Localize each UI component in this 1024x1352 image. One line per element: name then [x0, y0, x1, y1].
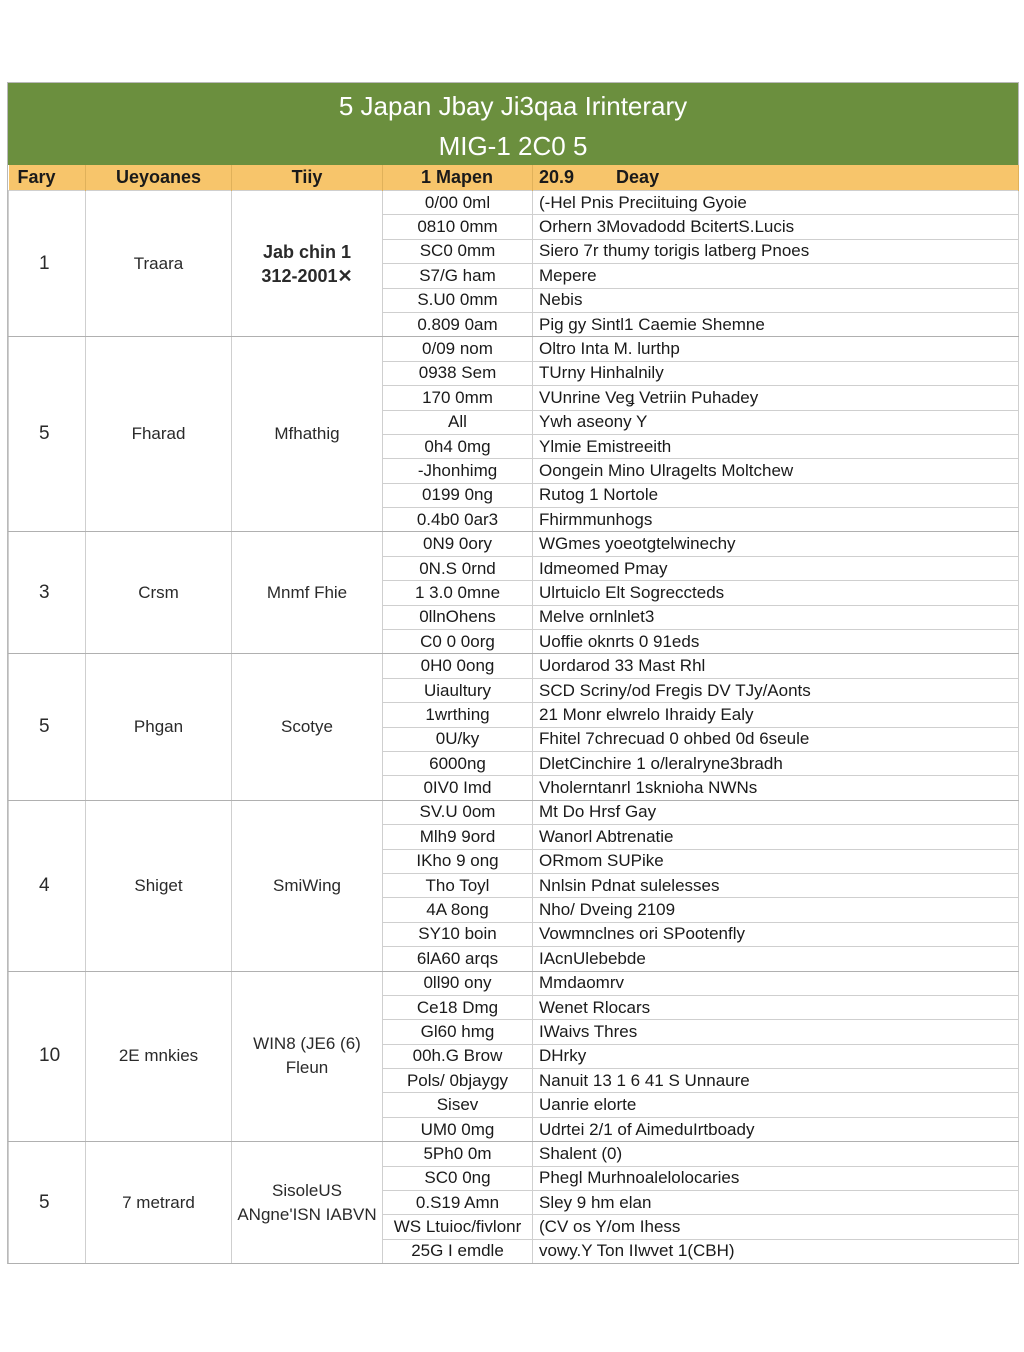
activity-time: SC0 0mm — [383, 239, 533, 263]
activity-time: 0.4b0 0ar3 — [383, 508, 533, 532]
day-title-line: Mnmf Fhie — [266, 582, 348, 602]
activity-time: 1 3.0 0mne — [383, 581, 533, 605]
activity-time: 6000ng — [383, 751, 533, 775]
day-title-line: SmiWing — [272, 875, 341, 895]
table-row — [9, 532, 1019, 556]
activity-description: 21 Monr elwrelo Ihraidy Ealy — [533, 703, 1019, 727]
activity-description: Pig gy Sintl1 Caemie Shemne — [533, 312, 1019, 336]
activity-time: Sisev — [383, 1093, 533, 1117]
day-number: 5 — [9, 654, 86, 800]
activity-description: Nho/ Dveing 2109 — [533, 898, 1019, 922]
day-number: 4 — [9, 800, 86, 971]
itinerary-subtitle: MIG-1 2C0 5 — [438, 131, 588, 161]
table-row — [9, 191, 1019, 215]
activity-description: Nnlsin Pdnat sulelesses — [533, 873, 1019, 897]
activity-time: 0N.S 0rnd — [383, 556, 533, 580]
day-number: 5 — [9, 337, 86, 532]
header-desc-b: Deay — [616, 167, 660, 187]
day-city: Crsm — [86, 532, 232, 654]
activity-description: Fhitel 7chrecuad 0 ohbed 0d 6seule — [533, 727, 1019, 751]
activity-description: TUrny Hinhalnily — [533, 361, 1019, 385]
activity-time: S.U0 0mm — [383, 288, 533, 312]
activity-description: WGmes yoeotgtelwinechy — [533, 532, 1019, 556]
activity-description: Oltro Inta M. lurthp — [533, 337, 1019, 361]
activity-description: DletCinchire 1 o/leralryne3bradh — [533, 751, 1019, 775]
activity-time: 0199 0ng — [383, 483, 533, 507]
activity-description: Mepere — [533, 264, 1019, 288]
activity-time: 0938 Sem — [383, 361, 533, 385]
activity-description: ORmom SUPike — [533, 849, 1019, 873]
activity-description: Ywh aseony Y — [533, 410, 1019, 434]
itinerary-table — [8, 165, 1019, 1264]
activity-time: Uiaultury — [383, 678, 533, 702]
activity-time: 6lA60 arqs — [383, 947, 533, 971]
header-desc-a: 20.9 — [539, 167, 575, 187]
day-title-line: Fleun — [285, 1058, 329, 1078]
day-city: Fharad — [86, 337, 232, 532]
activity-time: IKho 9 ong — [383, 849, 533, 873]
activity-description: Fhirmmunhogs — [533, 508, 1019, 532]
activity-description: Oongein Mino Ulragelts Moltchew — [533, 459, 1019, 483]
activity-description: Nebis — [533, 288, 1019, 312]
activity-time: 0ll90 ony — [383, 971, 533, 995]
activity-description: VUnrine Veǥ Vetriin Puhadey — [533, 386, 1019, 410]
activity-time: 0llnOhens — [383, 605, 533, 629]
day-number: 5 — [9, 1142, 86, 1264]
activity-description: Ylmie Emistreeith — [533, 434, 1019, 458]
table-row — [9, 971, 1019, 995]
activity-time: 25G I emdle — [383, 1239, 533, 1263]
itinerary-sheet — [7, 82, 1019, 1264]
day-city: 2E mnkies — [86, 971, 232, 1142]
activity-time: All — [383, 410, 533, 434]
table-row — [9, 800, 1019, 824]
activity-time: 4A 8ong — [383, 898, 533, 922]
activity-time: Gl60 hmg — [383, 1020, 533, 1044]
activity-description: Wanorl Abtrenatie — [533, 825, 1019, 849]
activity-time: 0/09 nom — [383, 337, 533, 361]
activity-time: 0810 0mm — [383, 215, 533, 239]
day-city: 7 metrard — [86, 1142, 232, 1264]
activity-time: WS Ltuioc/fivlonr — [383, 1215, 533, 1239]
activity-description: Uanrie elorte — [533, 1093, 1019, 1117]
activity-time: Mlh9 9ord — [383, 825, 533, 849]
day-title — [232, 337, 383, 532]
header-city: Ueyoanes — [86, 165, 232, 191]
activity-time: -Jhonhimg — [383, 459, 533, 483]
header-time: 1 Mapen — [383, 165, 533, 191]
activity-description: IAcnUlebebde — [533, 947, 1019, 971]
activity-time: Pols/ 0bjaygy — [383, 1069, 533, 1093]
activity-description: Nanuit 13 1 6 41 S Unnaure — [533, 1069, 1019, 1093]
day-number: 1 — [9, 191, 86, 337]
day-title — [232, 191, 383, 337]
activity-description: Wenet Rlocars — [533, 995, 1019, 1019]
activity-time: 0N9 0ory — [383, 532, 533, 556]
day-number: 10 — [9, 971, 86, 1142]
day-title — [232, 971, 383, 1142]
activity-time: SY10 boin — [383, 922, 533, 946]
day-title — [232, 654, 383, 800]
activity-time: 5Ph0 0m — [383, 1142, 533, 1166]
activity-time: Ce18 Dmg — [383, 995, 533, 1019]
day-title-line: 312-2001✕ — [261, 265, 353, 286]
activity-description: Shalent (0) — [533, 1142, 1019, 1166]
table-row — [9, 654, 1019, 678]
day-title — [232, 532, 383, 654]
activity-description: Idmeomed Pmay — [533, 556, 1019, 580]
activity-description: Phegl Murhnoalelolocaries — [533, 1166, 1019, 1190]
activity-time: 0IV0 Imd — [383, 776, 533, 800]
day-title-line: Scotye — [281, 717, 333, 737]
activity-description: Vowmnclnes ori SPootenfly — [533, 922, 1019, 946]
activity-description: (-Hel Pnis Preciituing Gyoie — [533, 191, 1019, 215]
title-band — [8, 83, 1018, 165]
header-row — [9, 165, 1019, 191]
activity-description: (CV os Y/om Ihess — [533, 1215, 1019, 1239]
activity-time: 0/00 0ml — [383, 191, 533, 215]
day-title-line: Jab chin 1 — [262, 241, 352, 262]
activity-description: Sley 9 hm elan — [533, 1191, 1019, 1215]
itinerary-title: 5 Japan Jbay Ji3qaa Irinterary — [338, 91, 688, 121]
day-title — [232, 800, 383, 971]
activity-time: 0.S19 Amn — [383, 1191, 533, 1215]
activity-description: Rutog 1 Nortole — [533, 483, 1019, 507]
day-title-line: SisoleUS — [272, 1180, 342, 1200]
table-row — [9, 1142, 1019, 1166]
activity-time: 170 0mm — [383, 386, 533, 410]
activity-description: Orhern 3Movadodd BcitertS.Lucis — [533, 215, 1019, 239]
activity-description: Mmdaomrv — [533, 971, 1019, 995]
day-title — [232, 1142, 383, 1264]
itinerary-body — [9, 191, 1019, 1264]
day-city: Shiget — [86, 800, 232, 971]
activity-time: 00h.G Brow — [383, 1044, 533, 1068]
activity-description: Siero 7r thumy torigis latberg Pnoes — [533, 239, 1019, 263]
header-title: Tiiy — [232, 165, 383, 191]
activity-description: Ulrtuiclo Elt Sogreccteds — [533, 581, 1019, 605]
activity-description: Uoffie oknrts 0 91eds — [533, 630, 1019, 654]
activity-time: UM0 0mg — [383, 1117, 533, 1141]
table-row — [9, 337, 1019, 361]
day-city: Traara — [86, 191, 232, 337]
activity-description: vowy.Y Ton IIwvet 1(CBH) — [533, 1239, 1019, 1263]
day-city: Phgan — [86, 654, 232, 800]
day-number: 3 — [9, 532, 86, 654]
activity-description: Udrtei 2/1 of AimeduIrtboady — [533, 1117, 1019, 1141]
activity-description: Melve ornlnlet3 — [533, 605, 1019, 629]
activity-time: S7/G ham — [383, 264, 533, 288]
day-title-line: ANgne'ISN IABVN — [237, 1204, 377, 1224]
activity-time: C0 0 0org — [383, 630, 533, 654]
activity-time: 0H0 0ong — [383, 654, 533, 678]
activity-description: DHrky — [533, 1044, 1019, 1068]
activity-time: 1wrthing — [383, 703, 533, 727]
activity-description: Mt Do Hrsf Gay — [533, 800, 1019, 824]
activity-description: Uordarod 33 Mast Rhl — [533, 654, 1019, 678]
activity-time: SV.U 0om — [383, 800, 533, 824]
header-description — [533, 165, 1019, 191]
activity-description: IWaivs Thres — [533, 1020, 1019, 1044]
header-day: Fary — [9, 165, 86, 191]
activity-time: 0.809 0am — [383, 312, 533, 336]
activity-time: 0U/ky — [383, 727, 533, 751]
activity-description: Vholerntanrl 1sknioha NWNs — [533, 776, 1019, 800]
day-title-line: WIN8 (JE6 (6) — [253, 1034, 361, 1054]
activity-description: SCD Scriny/od Fregis DV TJy/Aonts — [533, 678, 1019, 702]
activity-time: 0h4 0mg — [383, 434, 533, 458]
activity-time: SC0 0ng — [383, 1166, 533, 1190]
activity-time: Tho Toyl — [383, 873, 533, 897]
day-title-line: Mfhathig — [274, 424, 340, 444]
